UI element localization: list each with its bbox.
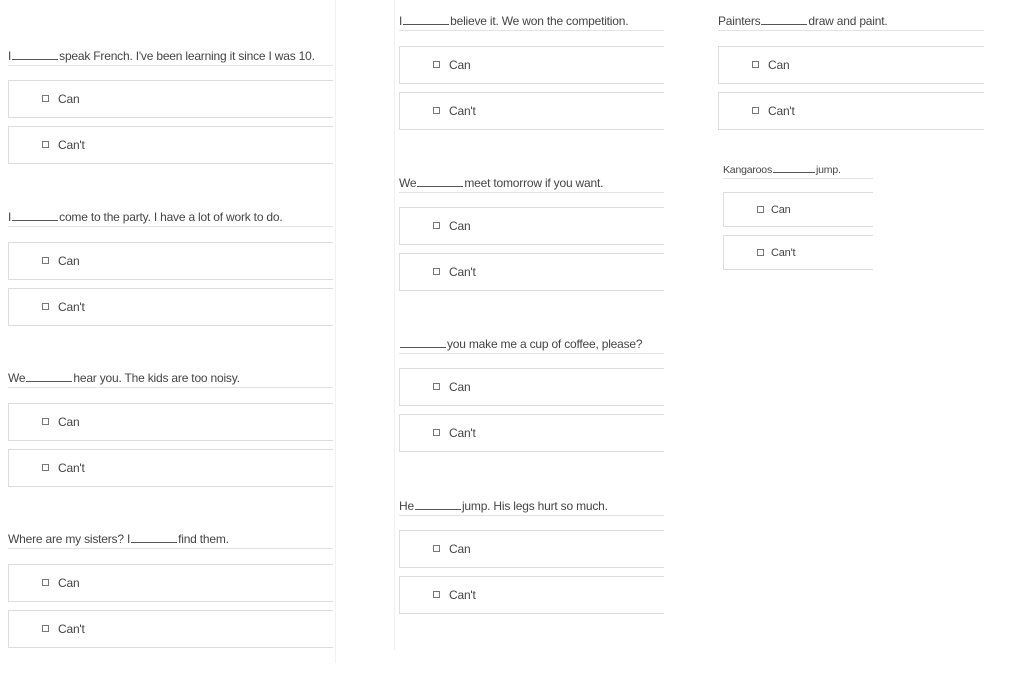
option-can[interactable] (399, 530, 664, 568)
question-suffix: you make me a cup of coffee, please? (447, 337, 643, 351)
checkbox[interactable] (433, 591, 440, 598)
option-label: Can (449, 58, 471, 72)
question-prefix: Painters (718, 14, 761, 28)
option-label: Can (449, 542, 471, 556)
option-can[interactable] (723, 192, 873, 227)
checkbox[interactable] (42, 579, 49, 586)
question-4 (8, 531, 333, 636)
option-label: Can (58, 576, 80, 590)
question-10 (723, 162, 873, 259)
checkbox[interactable] (433, 222, 440, 229)
option-label: Can (449, 219, 471, 233)
option-label: Can't (768, 104, 795, 118)
option-label: Can (449, 380, 471, 394)
option-cant[interactable] (723, 235, 873, 270)
answer-blank (773, 162, 815, 173)
checkbox[interactable] (433, 383, 440, 390)
option-label: Can (58, 415, 80, 429)
question-suffix: believe it. We won the competition. (450, 14, 629, 28)
question-text (8, 209, 333, 227)
option-cant[interactable] (399, 253, 664, 291)
question-3 (8, 370, 333, 475)
question-prefix: Where are my sisters? I (8, 532, 131, 546)
question-text (718, 13, 984, 31)
option-cant[interactable] (8, 610, 333, 648)
question-prefix: He (399, 499, 414, 513)
option-label: Can (768, 58, 790, 72)
question-suffix: hear you. The kids are too noisy. (73, 371, 240, 385)
checkbox[interactable] (42, 95, 49, 102)
checkbox[interactable] (433, 61, 440, 68)
option-can[interactable] (399, 368, 664, 406)
question-suffix: find them. (178, 532, 229, 546)
question-7 (399, 336, 664, 440)
answer-blank (761, 13, 807, 25)
option-can[interactable] (8, 403, 333, 441)
checkbox[interactable] (42, 141, 49, 148)
option-label: Can't (58, 300, 85, 314)
checkbox[interactable] (433, 268, 440, 275)
answer-blank (417, 175, 463, 187)
option-can[interactable] (399, 46, 664, 84)
question-suffix: speak French. I've been learning it since I was 10. (59, 49, 315, 63)
option-cant[interactable] (399, 576, 664, 614)
question-6 (399, 175, 664, 279)
question-suffix: meet tomorrow if you want. (464, 176, 604, 190)
checkbox[interactable] (42, 464, 49, 471)
option-label: Can't (449, 265, 476, 279)
option-cant[interactable] (718, 92, 984, 130)
option-label: Can't (58, 461, 85, 475)
question-prefix: We (399, 176, 417, 190)
checkbox[interactable] (42, 418, 49, 425)
checkbox[interactable] (433, 429, 440, 436)
question-prefix: I (399, 14, 403, 28)
option-can[interactable] (718, 46, 984, 84)
checkbox[interactable] (433, 545, 440, 552)
checkbox[interactable] (42, 625, 49, 632)
answer-blank (403, 13, 449, 25)
checkbox[interactable] (42, 257, 49, 264)
checkbox[interactable] (42, 303, 49, 310)
option-label: Can (58, 92, 80, 106)
answer-blank (12, 48, 58, 60)
option-cant[interactable] (399, 414, 664, 452)
answer-blank (131, 531, 177, 543)
question-prefix: I (8, 210, 12, 224)
answer-blank (400, 336, 446, 348)
question-text (399, 175, 664, 193)
question-suffix: come to the party. I have a lot of work to do. (59, 210, 283, 224)
checkbox[interactable] (433, 107, 440, 114)
option-label: Can't (449, 588, 476, 602)
question-prefix: We (8, 371, 26, 385)
question-text (399, 13, 664, 31)
option-can[interactable] (8, 564, 333, 602)
question-text (399, 336, 664, 354)
option-can[interactable] (8, 80, 333, 118)
checkbox[interactable] (752, 107, 759, 114)
question-prefix: Kangaroos (723, 164, 772, 176)
option-label: Can't (771, 246, 796, 259)
question-9 (718, 13, 984, 118)
question-text (399, 498, 664, 516)
option-cant[interactable] (8, 126, 333, 164)
question-1 (8, 48, 333, 152)
question-suffix: jump. (816, 164, 841, 176)
question-text (8, 370, 333, 388)
answer-blank (26, 370, 72, 382)
option-can[interactable] (399, 207, 664, 245)
question-suffix: jump. His legs hurt so much. (461, 499, 608, 513)
question-prefix: I (8, 49, 12, 63)
checkbox[interactable] (757, 206, 764, 213)
option-label: Can't (449, 426, 476, 440)
question-text (723, 162, 873, 179)
question-8 (399, 498, 664, 602)
question-5 (399, 13, 664, 118)
option-label: Can (58, 254, 80, 268)
question-2 (8, 209, 333, 314)
option-label: Can't (449, 104, 476, 118)
option-label: Can't (58, 622, 85, 636)
answer-blank (415, 498, 461, 510)
answer-blank (12, 209, 58, 221)
question-text (8, 531, 333, 549)
question-suffix: draw and paint. (808, 14, 888, 28)
checkbox[interactable] (757, 249, 764, 256)
checkbox[interactable] (752, 61, 759, 68)
option-cant[interactable] (8, 288, 333, 326)
option-label: Can (771, 203, 791, 216)
option-label: Can't (58, 138, 85, 152)
option-cant[interactable] (8, 449, 333, 487)
option-can[interactable] (8, 242, 333, 280)
question-text (8, 48, 333, 66)
option-cant[interactable] (399, 92, 664, 130)
